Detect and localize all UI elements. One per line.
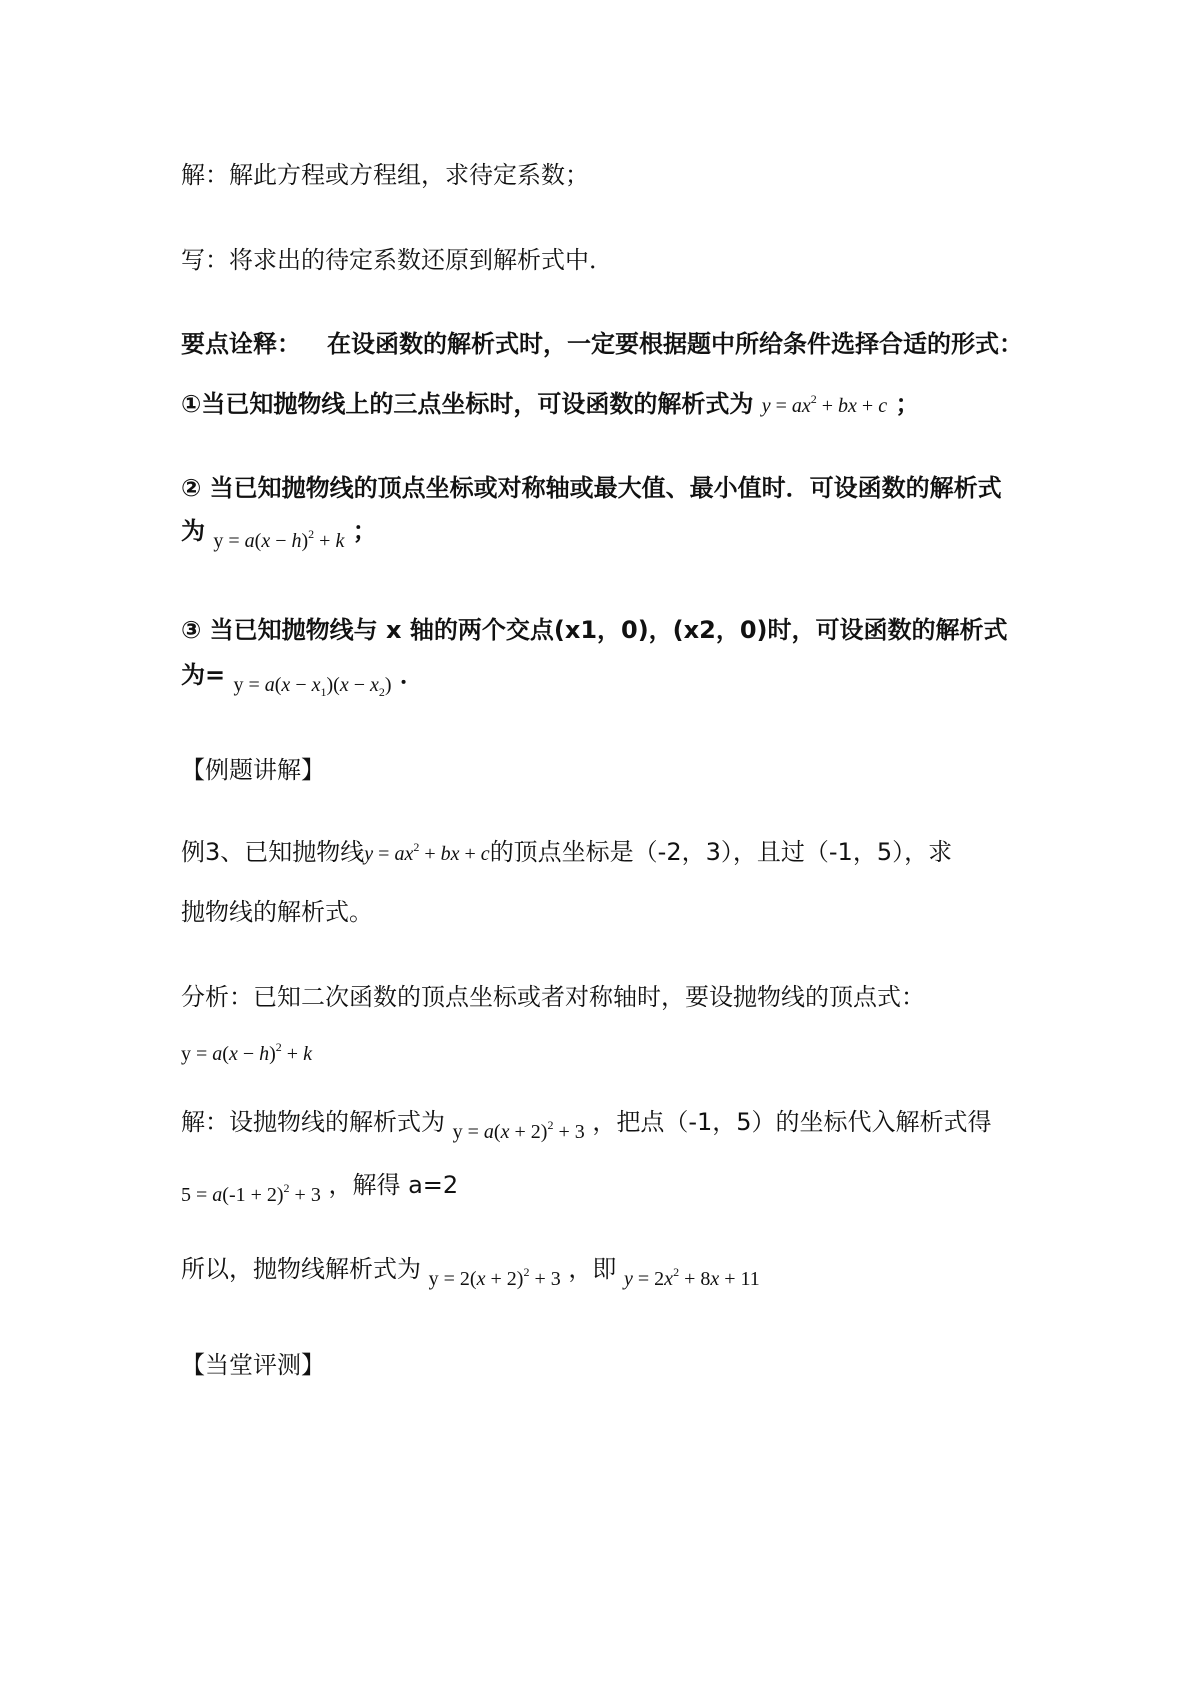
formula-intercept-form: y = a(x − x1)(x − x2) <box>233 674 392 699</box>
key-points-heading: 要点诠释： <box>181 330 301 358</box>
example-section-header: 【例题讲解】 <box>181 756 325 784</box>
formula-substitution: 5 = a(-1 + 2)2 + 3 <box>181 1181 321 1206</box>
key-points-line <box>181 329 1023 359</box>
solution-b: ，把点（-1，5）的坐标代入解析式得 <box>592 1108 992 1136</box>
point-1-text: ①当已知抛物线上的三点坐标时，可设函数的解析式为 <box>181 390 754 418</box>
example-question-a: 例3、已知抛物线 <box>181 838 365 866</box>
solution-result: ，解得 a=2 <box>328 1171 459 1199</box>
point-3-for: 为= <box>181 661 226 689</box>
formula-general-form: $y = ax^2$ + bx + c <box>761 392 888 417</box>
test-section-header: 【当堂评测】 <box>181 1351 325 1379</box>
point-2-end: ； <box>352 517 377 545</box>
point-3-line1: ③ 当已知抛物线与 x 轴的两个交点(x1，0)，(x2，0)时，可设函数的解析式 <box>181 616 1008 644</box>
write-step-line: 写：将求出的待定系数还原到解析式中． <box>181 246 613 274</box>
answer-a: 所以，抛物线解析式为 <box>181 1255 421 1283</box>
point-1-line <box>181 389 919 421</box>
example-question-line2: 抛物线的解析式。 <box>181 898 373 926</box>
point-2-line1: ② 当已知抛物线的顶点坐标或对称轴或最大值、最小值时．可设函数的解析式 <box>181 474 1002 502</box>
key-points-intro: 在设函数的解析式时，一定要根据题中所给条件选择合适的形式： <box>327 330 1023 358</box>
solve-step-line: 解：解此方程或方程组，求待定系数； <box>181 161 589 189</box>
point-1-end: ； <box>895 390 920 418</box>
formula-solution-assumed: y = a(x + 2)2 + 3 <box>452 1118 585 1143</box>
point-3-end: ． <box>399 661 424 689</box>
example-question-line1 <box>181 837 952 869</box>
example-question-b: 的顶点坐标是（-2，3），且过（-1，5），求 <box>489 838 953 866</box>
formula-example-parabola: $y = ax^2$ + bx + c <box>364 840 490 865</box>
solution-line2 <box>181 1170 459 1206</box>
formula-answer-vertex: y = 2(x + 2)2 + 3 <box>428 1265 561 1290</box>
point-2-line2 <box>181 516 377 552</box>
formula-vertex-form: y = a(x − h)2 + k <box>213 527 345 552</box>
analysis-line: 分析：已知二次函数的顶点坐标或者对称轴时，要设抛物线的顶点式： <box>181 983 925 1011</box>
formula-answer-expanded: y = 2x2 + 8x + 11 <box>624 1265 760 1290</box>
analysis-formula-line <box>181 1037 312 1069</box>
formula-analysis-vertex-form: $y = a(x - h)^2 + k$ <box>181 1040 312 1065</box>
solution-line1 <box>181 1107 992 1143</box>
answer-line <box>181 1254 760 1290</box>
point-2-for: 为 <box>181 517 205 545</box>
answer-b: ，即 <box>568 1255 617 1283</box>
solution-a: 解：设抛物线的解析式为 <box>181 1108 445 1136</box>
point-3-line2 <box>181 660 424 699</box>
